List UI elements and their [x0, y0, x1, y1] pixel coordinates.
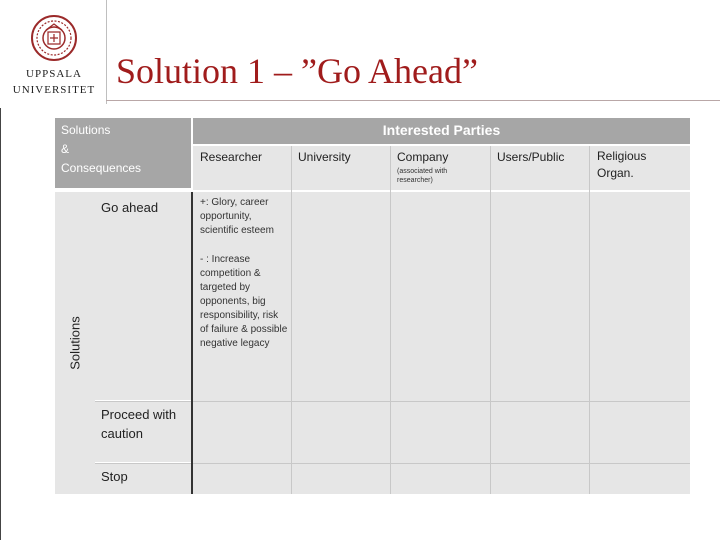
- grid-line: [390, 146, 391, 494]
- university-logo: [8, 12, 100, 100]
- grid-line: [490, 146, 491, 494]
- seal-icon: [30, 12, 78, 64]
- researcher-positive: +: Glory, career opportunity, scientific esteem: [200, 197, 274, 236]
- corner-label: Solutions & Consequences: [61, 123, 142, 175]
- row-label-text: Proceed with caution: [101, 407, 177, 441]
- logo-line2: UNIVERSITET: [12, 84, 96, 96]
- parties-header-label: Interested Parties: [382, 122, 501, 138]
- column-university: University: [298, 150, 351, 164]
- corner-cell: [55, 118, 191, 188]
- column-company: Company: [397, 150, 449, 164]
- grid-line: [291, 146, 292, 494]
- header-divider: [106, 0, 107, 104]
- page-title: Solution 1 – ”Go Ahead”: [116, 51, 478, 91]
- parties-header: [193, 118, 690, 144]
- grid-line: [95, 401, 690, 402]
- grid-line: [95, 463, 690, 464]
- researcher-negative: - : Increase competition & targeted by opponents, big responsibility, risk of failure & possible negative legacy: [200, 254, 288, 349]
- column-religious-organ: Religious Organ.: [597, 149, 647, 180]
- grid-line: [589, 146, 590, 494]
- row-label-go-ahead: [95, 192, 191, 400]
- row-label-stop: [95, 464, 191, 494]
- title-underline: [106, 100, 720, 101]
- row-header-divider: [191, 192, 193, 494]
- row-label-text: Stop: [101, 469, 128, 484]
- column-company-note: (associated with researcher): [397, 168, 448, 184]
- row-label-proceed: [95, 402, 191, 462]
- side-label: Solutions: [67, 316, 83, 370]
- logo-line1: UPPSALA: [26, 68, 82, 80]
- row-label-text: Go ahead: [101, 200, 159, 215]
- side-label-cell: [55, 192, 95, 494]
- column-researcher: Researcher: [200, 150, 263, 164]
- column-users-public: Users/Public: [497, 150, 565, 164]
- slide-edge: [0, 108, 1, 540]
